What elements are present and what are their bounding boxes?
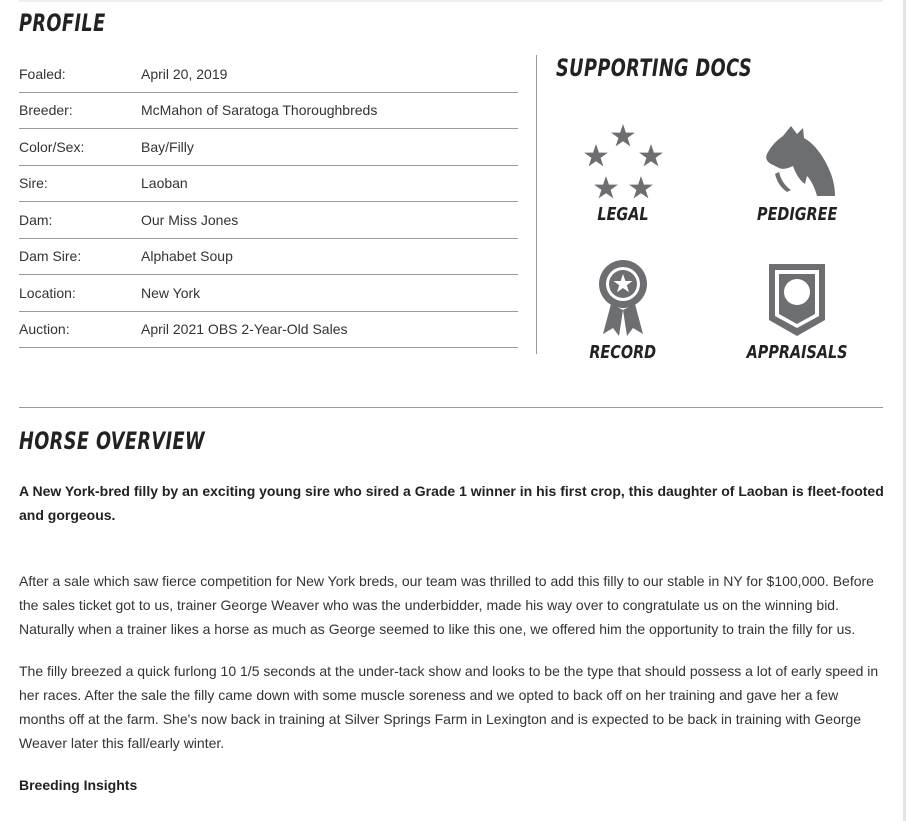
profile-value: McMahon of Saratoga Thoroughbreds [141, 102, 378, 119]
doc-legal-label: LEGAL [597, 204, 649, 225]
profile-heading: PROFILE [19, 9, 106, 37]
portrait-badge-icon [757, 258, 837, 338]
profile-label: Location: [19, 284, 76, 301]
horse-head-icon [757, 120, 837, 200]
doc-record-link[interactable] [548, 258, 698, 363]
profile-label: Color/Sex: [19, 138, 85, 155]
profile-row-dam [19, 202, 518, 239]
profile-label: Dam Sire: [19, 248, 82, 265]
stars-icon [583, 120, 663, 200]
top-border [19, 0, 883, 2]
breeding-insights-heading: Breeding Insights [19, 777, 138, 793]
doc-legal-link[interactable] [548, 120, 698, 225]
overview-lead: A New York-bred filly by an exciting young sire who sired a Grade 1 winner in his first crop, this daughter of Laoban is fleet-footed and gorgeous. [19, 483, 884, 523]
award-ribbon-icon [583, 258, 663, 338]
column-divider [536, 55, 537, 354]
profile-row-dam-sire [19, 239, 518, 276]
profile-label: Sire: [19, 175, 48, 192]
profile-value: Our Miss Jones [141, 211, 239, 228]
doc-pedigree-label: PEDIGREE [756, 204, 838, 225]
doc-record-label: RECORD [589, 342, 657, 363]
profile-value: Laoban [141, 175, 188, 192]
profile-table [19, 56, 518, 348]
horse-overview-heading: HORSE OVERVIEW [19, 427, 205, 455]
profile-value: Bay/Filly [141, 138, 194, 155]
profile-value: April 20, 2019 [141, 65, 228, 82]
overview-paragraph: After a sale which saw fierce competition for New York breds, our team was thrilled to add this filly to our stable in NY for $100,000. Before the sales ticket got to us, trainer George Weaver who was the underbidder, made his way over to congratulate us on the winning bid. Naturally when a trainer likes a horse as much as George seemed to like this one, we offered him the opportunity to train the filly for us. [19, 573, 874, 637]
profile-row-location [19, 275, 518, 312]
profile-label: Breeder: [19, 102, 73, 119]
doc-appraisals-link[interactable] [722, 258, 872, 363]
profile-label: Dam: [19, 211, 53, 228]
profile-row-foaled [19, 56, 518, 93]
section-divider [19, 407, 883, 408]
profile-row-auction [19, 312, 518, 349]
overview-paragraph: The filly breezed a quick furlong 10 1/5 seconds at the under-tack show and looks to be the type that should possess a lot of early speed in her races. After the sale the filly came down with some muscle soreness and we opted to back off on her training and gave her a few months off at the farm. She's now back in training at Silver Springs Farm in Lexington and is expected to be back in training with George Weaver later this fall/early winter. [19, 663, 879, 751]
doc-pedigree-link[interactable] [722, 120, 872, 225]
profile-label: Auction: [19, 321, 70, 338]
profile-value: Alphabet Soup [141, 248, 233, 265]
doc-appraisals-label: APPRAISALS [746, 342, 848, 363]
profile-value: April 2021 OBS 2-Year-Old Sales [141, 321, 348, 338]
profile-value: New York [141, 284, 201, 301]
horse-overview-body [19, 479, 885, 797]
profile-row-color-sex [19, 129, 518, 166]
profile-row-breeder [19, 93, 518, 130]
profile-label: Foaled: [19, 65, 66, 82]
profile-row-sire [19, 166, 518, 203]
supporting-docs-heading: SUPPORTING DOCS [556, 54, 752, 82]
